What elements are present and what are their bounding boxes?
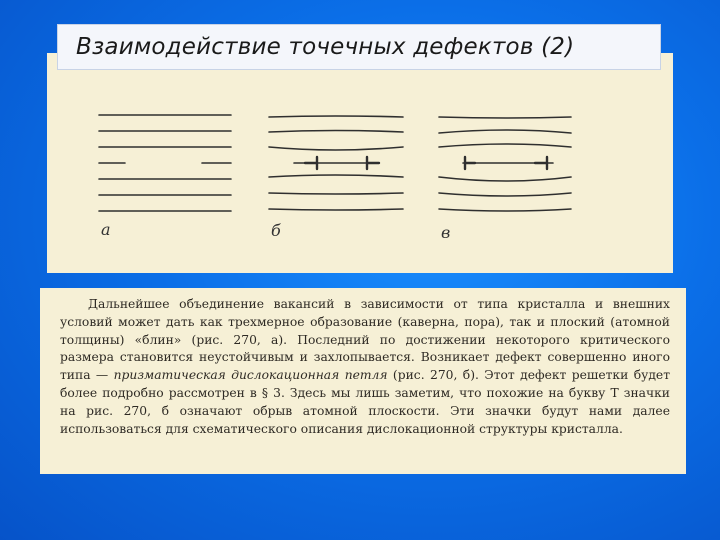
figure-b-line — [269, 209, 403, 210]
figure-c-line — [439, 144, 571, 147]
figure-c-line — [439, 177, 571, 181]
figure-panel — [47, 53, 673, 273]
figure-b-line — [269, 131, 403, 133]
figure-c-line — [439, 193, 571, 196]
paragraph-term: призматическая дислокационная петля — [113, 368, 388, 383]
figure-label-b: б — [271, 221, 281, 240]
figure-b-line — [269, 116, 403, 117]
body-paragraph — [60, 296, 670, 438]
lattice-figure — [47, 53, 673, 273]
figure-label-a: а — [101, 220, 111, 239]
figure-c-line — [439, 117, 571, 118]
figure-c-line — [439, 209, 571, 211]
figure-b-lattice — [269, 116, 403, 210]
figure-a-lattice — [99, 115, 231, 211]
figure-label-c: в — [441, 223, 451, 242]
dislocation-t-icon — [367, 157, 379, 169]
figure-b-line — [269, 147, 403, 150]
figure-c-line — [439, 130, 571, 133]
slide-title: Взаимодействие точечных дефектов (2) — [76, 34, 575, 60]
text-panel — [40, 288, 686, 474]
paragraph-text-1: Дальнейшее объединение вакансий в зависимости от типа кристалла и внешних условий может дать как трехмерное образование (каверна, пора), так и плоский (атомной толщины) «блин» (рис. 270, а). Последний по достижении некоторого критического размера становится неустойчивым и захлопывается. Возникает дефект совершенно иного типа — — [60, 297, 670, 383]
dislocation-t-icon — [465, 157, 475, 169]
figure-b-line — [269, 175, 403, 177]
figure-b-line — [269, 193, 403, 194]
dislocation-t-icon — [535, 157, 547, 169]
figure-c-lattice — [439, 117, 571, 211]
dislocation-t-icon — [305, 157, 317, 169]
paragraph-text-2: (рис. 270, б). Этот дефект решетки будет более подробно рассмотрен в § 3. Здесь мы лишь заметим, что похожие на букву T значки на рис. 270, б означают обрыв атомной плоскости. Эти значки будут нами далее использоваться для схематического описания дислокационной структуры кристалла. — [60, 368, 671, 436]
